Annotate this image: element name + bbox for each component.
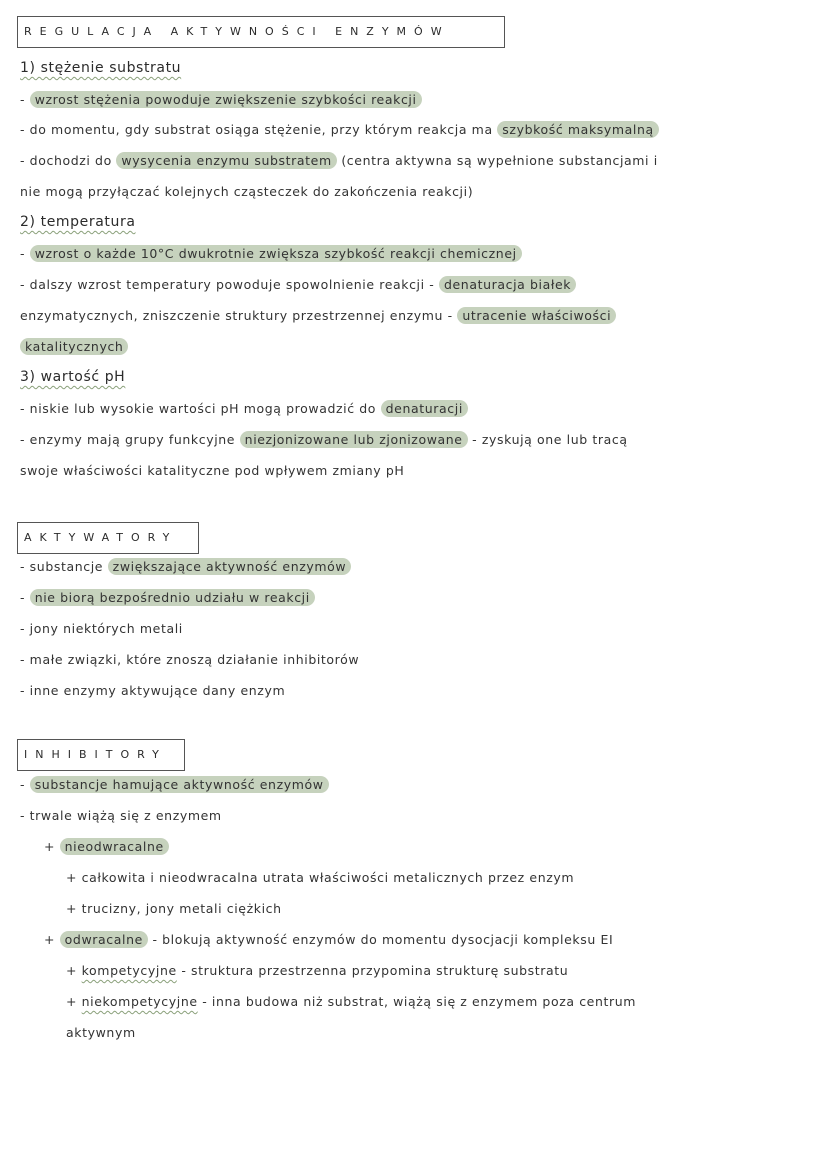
highlight: wysycenia enzymu substratem — [116, 152, 336, 169]
list-item-continuation — [20, 461, 404, 481]
list-item — [20, 806, 222, 826]
list-item-continuation — [20, 337, 128, 357]
highlight: substancje hamujące aktywność enzymów — [30, 776, 329, 793]
subheading-text: 1) stężenie substratu — [20, 60, 182, 76]
highlight: utracenie właściwości — [457, 307, 616, 324]
wavy-term: niekompetycyjne — [81, 994, 198, 1009]
list-item — [20, 275, 576, 295]
plus: + — [66, 994, 82, 1009]
text: - do momentu, gdy substrat osiąga stężenie, przy którym reakcja ma — [20, 122, 498, 137]
highlight: wzrost o każde 10°C dwukrotnie zwiększa szybkość reakcji chemicznej — [30, 245, 522, 262]
text: (centra aktywna są wypełnione substancjami i — [336, 153, 658, 168]
text: - niskie lub wysokie wartości pH mogą prowadzić do — [20, 401, 381, 416]
plus: + — [66, 963, 82, 978]
sub-sub-list-item-continuation — [66, 1023, 136, 1043]
text: - inne enzymy aktywujące dany enzym — [20, 683, 286, 698]
text: - trwale wiążą się z enzymem — [20, 808, 222, 823]
sub-sub-list-item — [66, 992, 636, 1012]
text: - struktura przestrzenna przypomina strukturę substratu — [176, 963, 569, 978]
plus: + — [44, 839, 60, 854]
text: - dochodzi do — [20, 153, 117, 168]
highlight: nie biorą bezpośrednio udziału w reakcji — [30, 589, 315, 606]
text: - enzymy mają grupy funkcyjne — [20, 432, 240, 447]
highlight: nieodwracalne — [60, 838, 169, 855]
list-item — [20, 151, 658, 171]
text: + trucizny, jony metali ciężkich — [66, 901, 282, 916]
dash: - — [20, 777, 30, 792]
list-item — [20, 244, 522, 264]
subheading-text: 3) wartość pH — [20, 369, 126, 385]
subheading-text: 2) temperatura — [20, 214, 136, 230]
wavy-term: kompetycyjne — [81, 963, 177, 978]
list-item — [20, 588, 315, 608]
section-title-regulation — [17, 16, 505, 48]
section-title-activators — [17, 522, 199, 554]
sub-sub-list-item — [66, 961, 568, 981]
highlight: niezjonizowane lub zjonizowane — [240, 431, 468, 448]
list-item — [20, 619, 183, 639]
dash: - — [20, 590, 30, 605]
sub-sub-list-item — [66, 899, 282, 919]
highlight: katalitycznych — [20, 338, 128, 355]
text: + całkowita i nieodwracalna utrata właściwości metalicznych przez enzym — [66, 870, 575, 885]
text: - dalszy wzrost temperatury powoduje spowolnienie reakcji - — [20, 277, 439, 292]
list-item — [20, 120, 659, 140]
subheading-substrate — [20, 58, 181, 78]
text: - małe związki, które znoszą działanie inhibitorów — [20, 652, 360, 667]
highlight: wzrost stężenia powoduje zwiększenie szybkości reakcji — [30, 91, 422, 108]
highlight: zwiększające aktywność enzymów — [108, 558, 352, 575]
text: nie mogą przyłączać kolejnych cząsteczek do zakończenia reakcji) — [20, 184, 474, 199]
plus: + — [44, 932, 60, 947]
text: enzymatycznych, zniszczenie struktury przestrzennej enzymu - — [20, 308, 458, 323]
text: - substancje — [20, 559, 108, 574]
dash: - — [20, 246, 30, 261]
sub-list-item — [44, 837, 169, 857]
section-title-text: REGULACJA AKTYWNOŚCI ENZYMÓW — [24, 25, 450, 38]
list-item-continuation — [20, 182, 473, 202]
subheading-temperature — [20, 212, 136, 232]
text: - jony niektórych metali — [20, 621, 183, 636]
text: aktywnym — [66, 1025, 136, 1040]
section-title-text: AKTYWATORY — [24, 531, 178, 544]
highlight: szybkość maksymalną — [497, 121, 658, 138]
list-item — [20, 399, 468, 419]
text: swoje właściwości katalityczne pod wpływem zmiany pH — [20, 463, 405, 478]
highlight: odwracalne — [60, 931, 148, 948]
text: - blokują aktywność enzymów do momentu dysocjacji kompleksu EI — [147, 932, 614, 947]
list-item — [20, 430, 628, 450]
section-title-text: INHIBITORY — [24, 748, 167, 761]
dash: - — [20, 92, 30, 107]
sub-sub-list-item — [66, 868, 574, 888]
subheading-ph — [20, 367, 125, 387]
list-item — [20, 650, 359, 670]
list-item — [20, 90, 422, 110]
sub-list-item — [44, 930, 613, 950]
text: - inna budowa niż substrat, wiążą się z enzymem poza centrum — [197, 994, 637, 1009]
highlight: denaturacji — [381, 400, 468, 417]
list-item-continuation — [20, 306, 616, 326]
list-item — [20, 557, 351, 577]
text: - zyskują one lub tracą — [467, 432, 628, 447]
section-title-inhibitors — [17, 739, 185, 771]
list-item — [20, 775, 329, 795]
highlight: denaturacja białek — [439, 276, 576, 293]
list-item — [20, 681, 285, 701]
